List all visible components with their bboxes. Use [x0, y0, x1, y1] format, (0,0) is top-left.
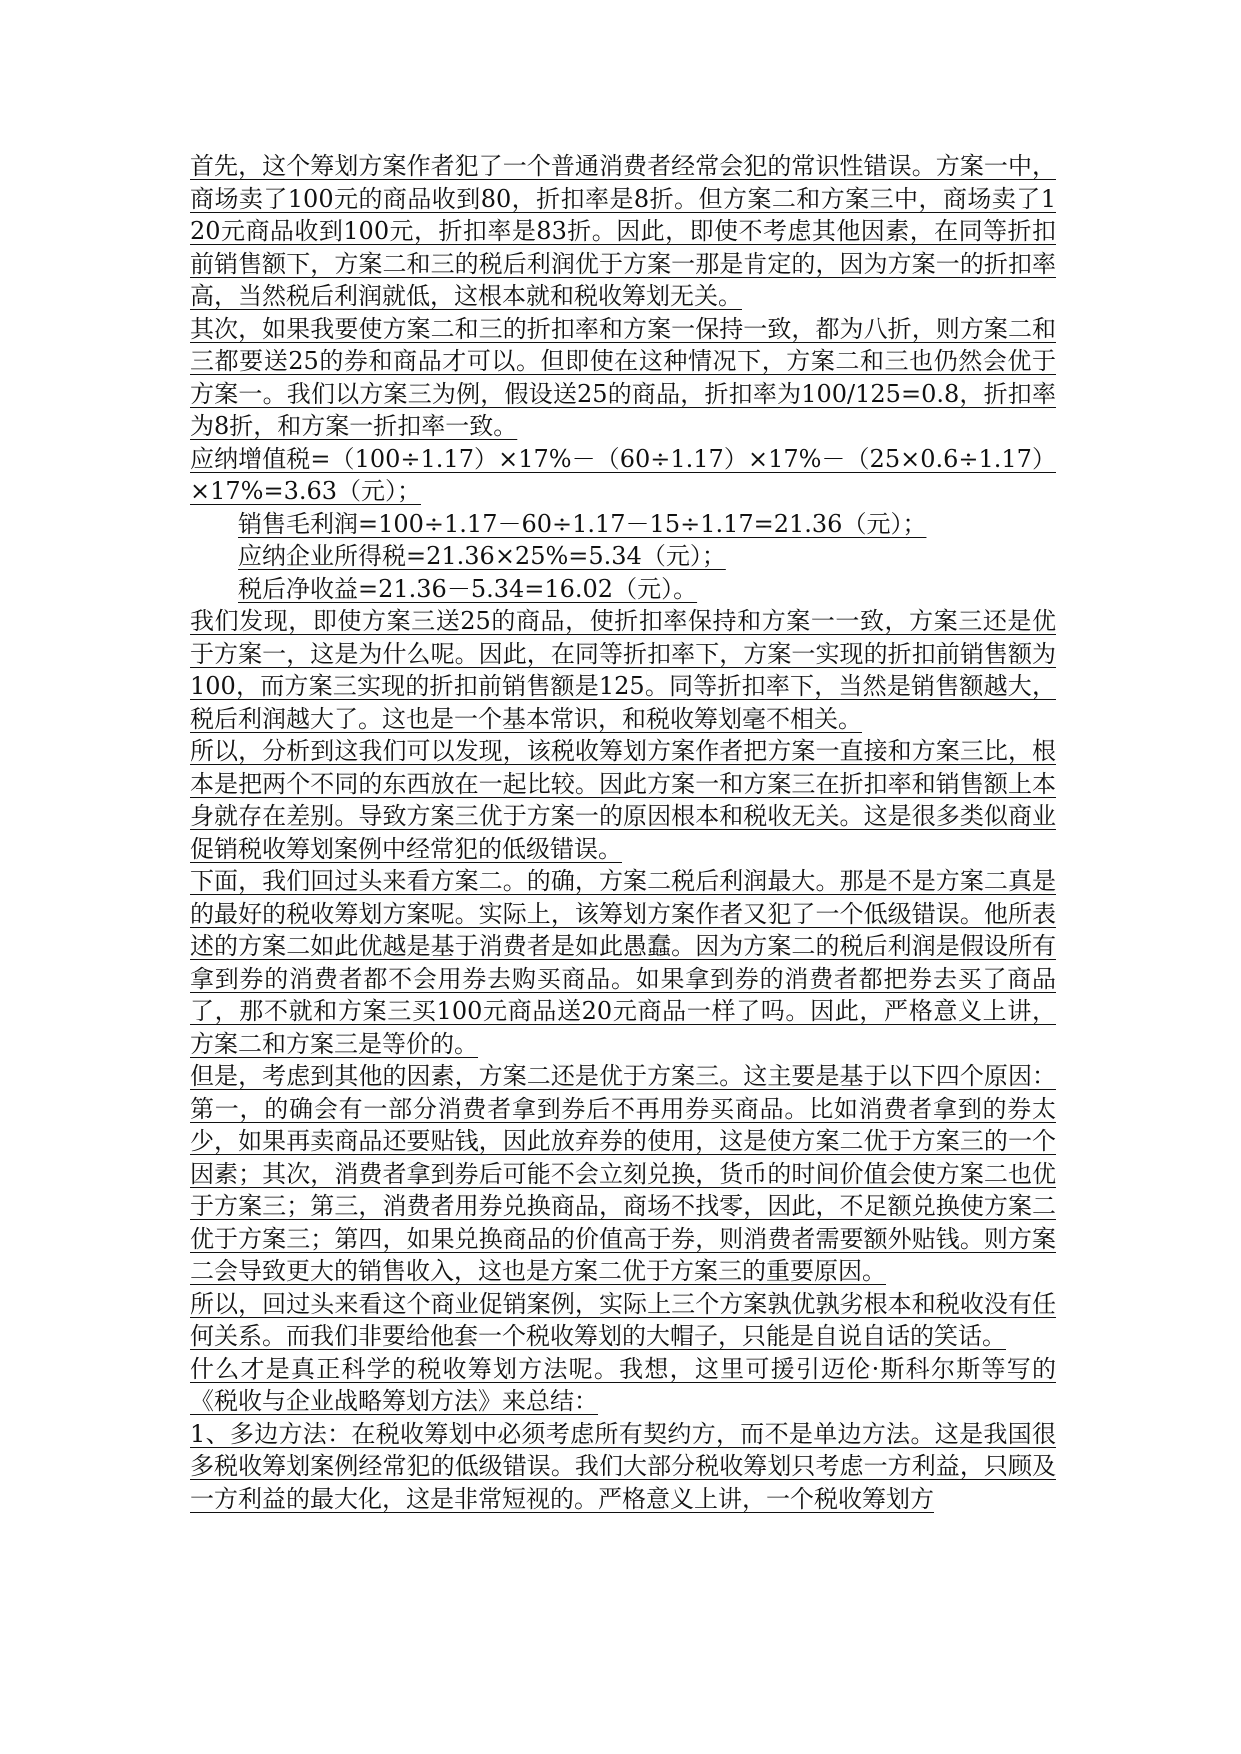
formula-income-tax: 应纳企业所得税=21.36×25%=5.34（元）；: [238, 542, 726, 570]
paragraph-plan-two-analysis: 下面，我们回过头来看方案二。的确，方案二税后利润最大。那是不是方案二真是的最好的税收筹划方案呢。实际上，该筹划方案作者又犯了一个低级错误。他所表述的方案二如此优越是基于消费者是如此愚蠢。因为方案二的税后利润是假设所有拿到券的消费者都不会用券去购买商品。如果拿到券的消费者都把券去买了商品了，那不就和方案三买100元商品送20元商品一样了吗。因此，严格意义上讲，方案二和方案三是等价的。: [190, 867, 1056, 1058]
paragraph-equal-discount: 其次，如果我要使方案二和三的折扣率和方案一保持一致，都为八折，则方案二和三都要送25的券和商品才可以。但即使在这种情况下，方案二和三也仍然会优于方案一。我们以方案三为例，假设送25的商品，折扣率为100/125=0.8，折扣率为8折，和方案一折扣率一致。: [190, 314, 1056, 440]
paragraph-conclusion: 所以，回过头来看这个商业促销案例，实际上三个方案孰优孰劣根本和税收没有任何关系。而我们非要给他套一个税收筹划的大帽子，只能是自说自话的笑话。: [190, 1289, 1056, 1350]
paragraph-multilateral-method: 1、多边方法：在税收筹划中必须考虑所有契约方，而不是单边方法。这是我国很多税收筹划案例经常犯的低级错误。我们大部分税收筹划只考虑一方利益，只顾及一方利益的最大化，这是非常短视的。严格意义上讲，一个税收筹划方: [190, 1419, 1056, 1513]
formula-gross-profit: 销售毛利润=100÷1.17－60÷1.17－15÷1.17=21.36（元）；: [238, 509, 927, 538]
paragraph-four-reasons: 但是，考虑到其他的因素，方案二还是优于方案三。这主要是基于以下四个原因：第一，的确会有一部分消费者拿到券后不再用券买商品。比如消费者拿到的券太少，如果再卖商品还要贴钱，因此放弃券的使用，这是使方案二优于方案三的一个因素；其次，消费者拿到券后可能不会立刻兑换，货币的时间价值会使方案二也优于方案三；第三，消费者用券兑换商品，商场不找零，因此，不足额兑换使方案二优于方案三；第四，如果兑换商品的价值高于券，则消费者需要额外贴钱。则方案二会导致更大的销售收入，这也是方案二优于方案三的重要原因。: [190, 1062, 1056, 1285]
document-body: [190, 150, 1056, 1515]
paragraph-comparison-error: 所以，分析到这我们可以发现，该税收筹划方案作者把方案一直接和方案三比，根本是把两个不同的东西放在一起比较。因此方案一和方案三在折扣率和销售额上本身就存在差别。导致方案三优于方案一的原因根本和税收无关。这是很多类似商业促销税收筹划案例中经常犯的低级错误。: [190, 737, 1056, 863]
paragraph-plan-three-analysis: 我们发现，即使方案三送25的商品，使折扣率保持和方案一一致，方案三还是优于方案一，这是为什么呢。因此，在同等折扣率下，方案一实现的折扣前销售额为100，而方案三实现的折扣前销售额是125。同等折扣率下，当然是销售额越大，税后利润越大了。这也是一个基本常识，和税收筹划毫不相关。: [190, 607, 1056, 733]
paragraph-common-sense-error: 首先，这个筹划方案作者犯了一个普通消费者经常会犯的常识性错误。方案一中，商场卖了100元的商品收到80，折扣率是8折。但方案二和方案三中，商场卖了120元商品收到100元，折扣率是83折。因此，即使不考虑其他因素，在同等折扣前销售额下，方案二和三的税后利润优于方案一那是肯定的，因为方案一的折扣率高，当然税后利润就低，这根本就和税收筹划无关。: [190, 152, 1056, 310]
paragraph-scientific-method: 什么才是真正科学的税收筹划方法呢。我想，这里可援引迈伦·斯科尔斯等写的《税收与企业战略筹划方法》来总结：: [190, 1354, 1056, 1415]
formula-net-income: 税后净收益=21.36－5.34=16.02（元）。: [238, 574, 698, 603]
formula-vat: 应纳增值税=（100÷1.17）×17%－（60÷1.17）×17%－（25×0.6÷1.17）×17%=3.63（元）；: [190, 444, 1056, 505]
